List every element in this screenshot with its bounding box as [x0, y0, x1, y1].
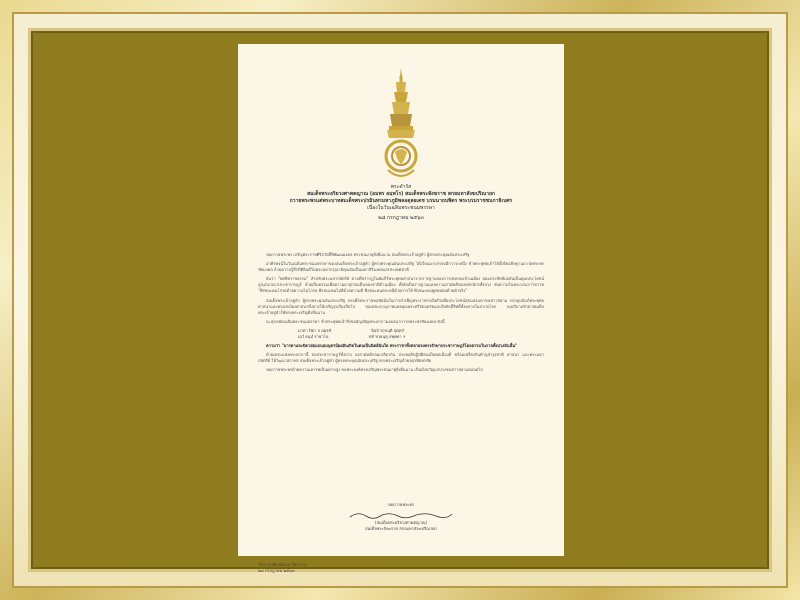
header-line-3: ถวายพระพรแด่พระบาทสมเด็จพระปรมินทรมหาภูมิพลอดุลยเดช บรมนาถบพิตร พระบรมราชชนกาธิเบศร — [289, 198, 513, 204]
paragraph: ณ ศุภสมัยเฉลิมพระชนมพรรษา ข้าพระพุทธเจ้าจึงขออัญเชิญพระคาถามงคลมาถวายพระพรชัยมงคล ดังนี้ — [266, 318, 445, 324]
handwritten-signature — [346, 510, 456, 520]
document-header — [258, 184, 544, 222]
signature-block — [258, 502, 544, 532]
signer-name: (สมเด็จพระอริยวงศาคตญาณ) — [375, 520, 427, 525]
document-paper — [238, 44, 564, 573]
header-line-2: สมเด็จพระอริยวงศาคตญาณ (อมพร อมฺพโร) สมเด็จพระสังฆราช สกลมหาสังฆปริณายก — [307, 191, 495, 197]
header-date: ๒๘ กรกฎาคม ๒๕๖๓ — [378, 215, 424, 221]
document-body — [258, 252, 544, 376]
signer-position: สมเด็จพระสังฆราช สกลมหาสังฆปริณายก — [365, 526, 437, 531]
salutation: ขอถวายพระพร — [387, 502, 415, 507]
paragraph: อันว่า "ทศพิธราชธรรม" สำหรับพระมหากษัตริย์ ตามที่ปรากฏในคัมภีร์พระพุทธศาสนาจากรากฐานของการปกครองบ้านเมือง ย่อมประสิทธิผลอันเป็นคุณประโยชน์สูงแก่อาณาประชาราษฎร์ ด้วยเป็นธรรมเพื่อความผาสุกร่มเย็นของชาติบ้านเมือง ทั้งยังเป็นรากฐานแห่งความสามัคคีของพสกนิกรทั้งปวง ดังความในพระบรมราโชวาท "พึงชนะคนโกรธด้วยความไม่โกรธ พึงชนะคนไม่ดีด้วยความดี พึงชนะคนตระหนี่ด้วยการให้ พึงชนะคนพูดพล่อยด้วยคำจริง" — [258, 276, 544, 294]
verse-line: ปชํ รกฺขนฺตุ สพฺพทา ฯ — [368, 333, 406, 339]
verse-meaning: ความว่า "มารดาและบิดาย่อมถนอมบุตรน้อยอันเกิดในตนเป็นนิตย์ฉันใด พระราชาทั้งหลายจงทรงรักษาประชาราษฎร์โดยธรรมในกาลทั้งปวงฉันนั้น" — [266, 342, 518, 348]
header-line-4: เนื่องในวันเฉลิมพระชนมพรรษา — [367, 205, 435, 211]
verse-line: นิจฺจํ รกฺขนฺติ ปุตฺตกํ — [371, 327, 404, 333]
pali-verse — [298, 328, 544, 340]
verse-line: เอวํ ธมฺมํ ราชาโน — [298, 333, 329, 339]
footer-date: ๒๘ กรกฎาคม ๒๕๖๓ — [258, 568, 295, 573]
closing-paragraph: ด้วยเดชะแห่งพระคาถานี้ ขอประชาราษฎร์ทั้งปวง จงสามัคคีกลมเกลียวกัน ประพฤติปฏิบัติตนเป็นพลเมืองดี พร้อมเพรียงกันทำนุบำรุงชาติ ศาสนา และพระมหากษัตริย์ ให้วัฒนาสถาพร สมเด็จพระเจ้าอยู่หัว ผู้ทรงพระคุณอันประเสริฐ ทรงพระเจริญด้วยจตุรพิธพรชัย — [258, 352, 544, 364]
closing-paragraph: ขอถวายพระพรด้วยความเคารพเป็นอย่างสูง ขอพระองค์ทรงเจริญพระชนมายุยิ่งยืนนาน เป็นมิ่งขวัญแก่ปวงชนชาวสยามตลอดไป — [266, 367, 483, 373]
paragraph: ขอถวายพระพร เจริญพระราชศิริสวัสดิ์พิพัฒนมงคล พระชนมายุยั่งยืนนาน สมเด็จพระเจ้าอยู่หัว ผู้ทรงพระคุณอันประเสริฐ — [266, 252, 470, 257]
royal-crown-emblem-icon — [384, 66, 418, 184]
paragraph: อาศิรพจน์ในวันเฉลิมพระชนมพรรษาของสมเด็จพระเจ้าอยู่หัว ผู้ทรงพระคุณอันประเสริฐ ได้เวียนมาบรรจบอีกวาระหนึ่ง ข้าพระพุทธเจ้าได้ตั้งจิตอธิษฐานถวายพระพรชัยมงคล ด้วยความรู้สึกปีติยินดีในพระมหากรุณาธิคุณอันเป็นมหาสิริมงคลแก่ประเทศชาติ — [258, 261, 544, 273]
verse-line: มาตา ปิตา จ อตฺรชํ — [298, 327, 332, 333]
document-footer — [258, 562, 307, 574]
paragraph: สมเด็จพระเจ้าอยู่หัว ผู้ทรงพระคุณอันประเสริฐ ทรงตั้งพระราชหฤทัยมั่นในการบำเพ็ญพระราชกรณียกิจเพื่อประโยชน์สุขแห่งมหาชนชาวสยาม ทรงอุปถัมภ์พระพุทธศาสนาและทรงปกป้องศาสนาทั้งปวงให้เจริญรุ่งเรืองสืบไป ขอเดชะอานุภาพแห่งคุณพระศรีรัตนตรัยและสิ่งศักดิ์สิทธิ์ทั้งหลายในสากลโลก จงอภิบาลรักษาสมเด็จพระเจ้าอยู่หัวให้ทรงพระเจริญยิ่งยืนนาน — [258, 297, 544, 315]
header-line-1: พระดำรัส — [390, 184, 412, 190]
footer-place: วัดราชบพิธสถิตมหาสีมาราม — [258, 562, 307, 567]
